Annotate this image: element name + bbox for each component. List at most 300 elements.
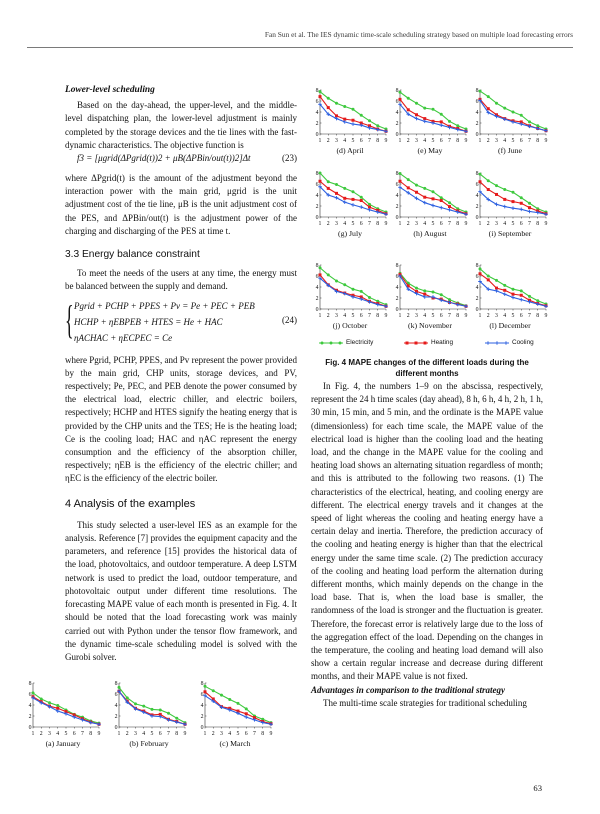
heating-point: [415, 191, 418, 194]
cooling-point: [503, 292, 507, 296]
x-tick-label: 5: [511, 138, 515, 144]
axis-lines: [320, 90, 386, 134]
cooling-point: [351, 122, 355, 126]
panel-label: (k) November: [408, 321, 452, 330]
electricity-point: [237, 702, 240, 705]
electricity-point: [415, 102, 418, 105]
y-tick-label: 8: [395, 88, 399, 94]
right-column: [311, 380, 543, 710]
chart-svg: [471, 262, 549, 322]
panel-label: (b) February: [129, 739, 169, 748]
y-tick-label: 6: [395, 182, 399, 188]
heating-point: [503, 198, 506, 201]
electricity-point: [487, 95, 490, 98]
y-tick-label: 0: [475, 307, 479, 313]
cooling-point: [351, 203, 355, 207]
y-tick-label: 2: [315, 204, 319, 210]
x-tick-label: 8: [376, 313, 380, 319]
x-tick-label: 1: [318, 138, 322, 144]
heating-point: [440, 120, 443, 123]
chart-panel: [311, 87, 389, 147]
y-tick-label: 4: [475, 285, 479, 291]
panel-label: (l) December: [489, 321, 531, 330]
chart-svg: [391, 262, 469, 322]
chart-panel: [311, 170, 389, 230]
electricity-point: [368, 119, 371, 122]
heating-point: [520, 202, 523, 205]
electricity-point: [40, 697, 43, 700]
x-tick-label: 2: [326, 138, 330, 144]
electricity-point: [487, 275, 490, 278]
chart-panel: [311, 262, 389, 322]
electricity-point: [352, 190, 355, 193]
section-heading: 4 Analysis of the examples: [65, 497, 196, 510]
panel-label: (j) October: [332, 321, 368, 330]
x-tick-label: 7: [368, 221, 371, 227]
subsection-title: Advantages in comparison to the traditional strategy: [311, 684, 506, 695]
electricity-point: [399, 91, 402, 94]
x-tick-label: 4: [343, 138, 347, 144]
y-tick-label: 6: [395, 274, 399, 280]
x-tick-label: 2: [326, 313, 330, 319]
heating-point: [479, 180, 482, 183]
figure-legend: [318, 339, 543, 349]
x-tick-label: 2: [406, 313, 410, 319]
x-tick-label: 4: [343, 313, 347, 319]
electricity-point: [368, 296, 371, 299]
x-tick-label: 2: [326, 221, 330, 227]
electricity-point: [528, 295, 531, 298]
y-tick-label: 0: [315, 307, 319, 313]
electricity-point: [327, 180, 330, 183]
chart-panel: [391, 87, 469, 147]
electricity-point: [327, 273, 330, 276]
chart-panel: [471, 170, 549, 230]
x-tick-label: 8: [89, 731, 93, 737]
paragraph: This study selected a user-level IES as an example for the analysis. Reference [7] provides the equipment capacity and the parameters, and reference [15] provides the historical data of the load, photovoltaics, and outdoor temperature. A deep LSTM network is used to predict the load, outdoor temperature, and photovoltaic output under different time resolutions. The forecasting MAPE value of each month is presented in Fig. 4. It should be noted that the load forecasting work was mainly carried out with Python under the tensor flow framework, and the dynamic time-scale scheduling model is solved with the Gurobi solver.: [65, 519, 297, 662]
header-rule: [27, 47, 573, 48]
section-heading: 3.3 Energy balance constraint: [65, 249, 200, 261]
electricity-point: [407, 178, 410, 181]
electricity-point: [440, 113, 443, 116]
x-tick-label: 9: [183, 731, 187, 737]
chart-svg: [311, 87, 389, 147]
paragraph: where Pgrid, PCHP, PPES, and Pv represent the power provided by the main grid, CHP units, storage devices, and PV, respectively; Pe, PEC, and PEB denote the power consumed by the electrical load, electric chiller, and electric boilers, respectively; HCHP and HTES signify the heating energy that is provided by the CHP units and the TES; He is the heating load; Ce is the cooling load; HAC and ηAC represent the energy consumption and the efficiency of the absorption chiller, respectively; ηEB is the efficiency of the electric chiller; and ηEC is the efficiency of the electric boiler.: [65, 354, 297, 484]
electricity-point: [479, 173, 482, 176]
y-tick-label: 2: [395, 296, 399, 302]
x-tick-label: 8: [456, 221, 460, 227]
x-tick-label: 7: [448, 313, 451, 319]
x-tick-label: 8: [456, 138, 460, 144]
heating-point: [343, 197, 346, 200]
electricity-point: [204, 685, 207, 688]
panel-label: (h) August: [413, 229, 447, 238]
x-tick-label: 6: [439, 221, 443, 227]
electricity-point: [142, 705, 145, 708]
heating-point: [352, 119, 355, 122]
electricity-point: [528, 120, 531, 123]
electricity-point: [319, 266, 322, 269]
electricity-point: [339, 342, 342, 345]
x-tick-label: 7: [528, 313, 531, 319]
chart-svg: [110, 680, 188, 740]
electricity-point: [48, 701, 51, 704]
cooling-series-line: [119, 691, 185, 724]
y-tick-label: 2: [315, 121, 319, 127]
axis-lines: [400, 90, 466, 134]
x-tick-label: 6: [519, 313, 523, 319]
electricity-point: [360, 290, 363, 293]
panel-label: (d) April: [336, 146, 364, 155]
electricity-point: [407, 97, 410, 100]
x-tick-label: 9: [544, 138, 548, 144]
heating-point: [327, 106, 330, 109]
electricity-point: [212, 689, 215, 692]
brace-glyph: {: [65, 296, 74, 342]
panel-label: (e) May: [417, 146, 443, 155]
heating-point: [423, 196, 426, 199]
paragraph: Based on the day-ahead, the upper-level, and the middle-level dispatching plan, the lower-level adjustment is mainly completed by the storage devices and the tie lines with the fast-dynamic characteristics. The objective function is: [65, 100, 297, 150]
electricity-point: [479, 267, 482, 270]
panel-label: (i) September: [488, 229, 532, 238]
x-tick-label: 1: [478, 221, 482, 227]
chart-svg: [391, 87, 469, 147]
heating-point: [204, 690, 207, 693]
electricity-point: [360, 196, 363, 199]
electricity-point: [487, 179, 490, 182]
cooling-point: [511, 206, 515, 210]
y-tick-label: 2: [475, 296, 479, 302]
x-tick-label: 1: [318, 313, 322, 319]
x-tick-label: 4: [423, 221, 427, 227]
y-tick-label: 2: [395, 121, 399, 127]
equation-line: HCHP + ηEBPEB + HTES = He + HAC: [74, 316, 223, 327]
electricity-point: [503, 107, 506, 110]
y-tick-label: 2: [200, 714, 204, 720]
electricity-point: [126, 696, 129, 699]
electricity-point: [456, 124, 459, 127]
equation-number: (23): [282, 153, 297, 164]
electricity-point: [321, 342, 324, 345]
running-header: Fan Sun et al. The IES dynamic time-scale scheduling strategy based on multiple load forecasting errors: [264, 30, 573, 39]
x-tick-label: 5: [351, 313, 355, 319]
x-tick-label: 8: [536, 313, 540, 319]
electricity-point: [352, 288, 355, 291]
heating-series-line: [480, 99, 546, 130]
electricity-point: [423, 187, 426, 190]
electricity-series-line: [33, 693, 99, 723]
y-tick-label: 2: [114, 714, 118, 720]
x-tick-label: 3: [220, 731, 223, 737]
x-tick-label: 8: [536, 138, 540, 144]
y-tick-label: 4: [200, 703, 204, 709]
electricity-point: [360, 114, 363, 117]
electricity-point: [376, 124, 379, 127]
electricity-point: [479, 90, 482, 93]
electricity-point: [512, 191, 515, 194]
x-tick-label: 7: [368, 138, 371, 144]
y-tick-label: 2: [475, 204, 479, 210]
heating-point: [495, 193, 498, 196]
cooling-series-line: [480, 100, 546, 130]
x-tick-label: 9: [384, 313, 388, 319]
y-tick-label: 6: [315, 182, 319, 188]
x-tick-label: 4: [423, 138, 427, 144]
y-tick-label: 4: [315, 285, 319, 291]
y-tick-label: 6: [315, 274, 319, 280]
y-tick-label: 6: [395, 99, 399, 105]
electricity-point: [520, 114, 523, 117]
heating-point: [407, 108, 410, 111]
electricity-point: [220, 694, 223, 697]
y-tick-label: 6: [200, 692, 204, 698]
chart-svg: [471, 170, 549, 230]
equation-line: Pgrid + PCHP + PPES + Pv = Pe + PEC + PEB: [74, 300, 255, 311]
y-tick-label: 6: [28, 692, 32, 698]
electricity-point: [134, 702, 137, 705]
chart-panel: [391, 262, 469, 322]
electricity-point: [495, 102, 498, 105]
x-tick-label: 9: [544, 313, 548, 319]
y-tick-label: 2: [315, 296, 319, 302]
electricity-point: [440, 293, 443, 296]
y-tick-label: 4: [315, 110, 319, 116]
x-tick-label: 5: [431, 221, 435, 227]
electricity-point: [448, 120, 451, 123]
y-tick-label: 0: [475, 132, 479, 138]
heating-point: [512, 293, 515, 296]
electricity-point: [118, 686, 121, 689]
heating-point: [335, 192, 338, 195]
chart-svg: [311, 262, 389, 322]
equation-line: ηACHAC + ηECPEC = Ce: [74, 332, 173, 343]
x-tick-label: 6: [519, 138, 523, 144]
x-tick-label: 3: [134, 731, 137, 737]
cooling-point: [431, 204, 435, 208]
x-tick-label: 4: [503, 221, 507, 227]
electricity-point: [503, 188, 506, 191]
equation-24: [65, 298, 297, 348]
figure-caption: Fig. 4 MAPE changes of the different loads during the different months: [325, 358, 529, 378]
chart-panel: [196, 680, 274, 740]
heating-point: [415, 342, 418, 345]
heating-point: [512, 200, 515, 203]
y-tick-label: 2: [475, 121, 479, 127]
y-tick-label: 8: [475, 88, 479, 94]
y-tick-label: 0: [395, 307, 399, 313]
electricity-point: [343, 187, 346, 190]
heating-point: [448, 205, 451, 208]
electricity-point: [520, 289, 523, 292]
x-tick-label: 9: [384, 138, 388, 144]
x-tick-label: 8: [175, 731, 179, 737]
x-tick-label: 6: [359, 221, 363, 227]
heating-point: [245, 712, 248, 715]
chart-svg: [196, 680, 274, 740]
x-tick-label: 2: [486, 313, 490, 319]
paragraph: where ΔPgrid(t) is the amount of the adjustment beyond the interaction power with the main grid, μgrid is the unit adjustment cost of the tie line, μB is the unit adjustment cost of the PES, and ΔPBin/out(t) is the adjustment power of the charging and discharging of the PES at time t.: [65, 173, 297, 236]
x-tick-label: 3: [415, 313, 418, 319]
x-tick-label: 1: [398, 221, 402, 227]
x-tick-label: 6: [244, 731, 248, 737]
x-tick-label: 3: [335, 221, 338, 227]
heating-point: [399, 98, 402, 101]
y-tick-label: 6: [475, 182, 479, 188]
electricity-point: [495, 279, 498, 282]
legend-swatch-cooling: [484, 339, 510, 347]
electricity-point: [319, 172, 322, 175]
x-tick-label: 4: [423, 313, 427, 319]
paragraph: In Fig. 4, the numbers 1–9 on the abscissa, respectively, represent the 24 h time scales (day ahead), 8 h, 6 h, 4 h, 2 h, 1 h, 30 min, 15 min, and 5 min, and the ordinate is the MAPE value (dimensionless) for each time scale, the MAPE value of the electrical load is higher than the cooling load and the heating load, and the change in the MAPE value for the cooling and heating load shows an alternating situation regardless of month; and this is attributed to the following two reasons. (1) The characteristics of the electrical, heating, and cooling energy are different. The electrical energy travels and it changes at the speed of light whereas the cooling and heating energy have a certain delay and inertia. Therefore, the prediction accuracy of the cooling and heating energy is higher than that the electrical energy under the same time scale. (2) The prediction accuracy of the cooling and heating load perform the alternation during different months, which mainly depends on the change in the load base. That is, when the load base is smaller, the randomness of the load is stronger and the fluctuation is greater. Therefore, the forecast error is relatively large due to the loss of the aggregation effect of the load. Depending on the changes in the temperature, the cooling and heating load demand will also show a certain regular increase and decrease during different months, and their MAPE value is not fixed.: [311, 381, 543, 682]
x-tick-label: 3: [48, 731, 51, 737]
x-tick-label: 4: [343, 221, 347, 227]
x-tick-label: 6: [359, 313, 363, 319]
x-tick-label: 9: [384, 221, 388, 227]
chart-panel: [471, 262, 549, 322]
heating-point: [487, 107, 490, 110]
x-tick-label: 2: [125, 731, 129, 737]
equation-23: [65, 152, 297, 172]
cooling-point: [495, 341, 499, 345]
panel-label: (g) July: [337, 229, 363, 238]
heating-point: [479, 272, 482, 275]
x-tick-label: 4: [503, 313, 507, 319]
x-tick-label: 2: [406, 138, 410, 144]
y-tick-label: 4: [395, 285, 399, 291]
y-tick-label: 0: [315, 215, 319, 221]
y-tick-label: 2: [395, 204, 399, 210]
x-tick-label: 9: [97, 731, 101, 737]
y-tick-label: 2: [28, 714, 32, 720]
heating-point: [487, 278, 490, 281]
electricity-point: [343, 283, 346, 286]
x-tick-label: 5: [351, 138, 355, 144]
y-tick-label: 8: [475, 171, 479, 177]
y-tick-label: 0: [395, 215, 399, 221]
electricity-point: [448, 201, 451, 204]
heating-point: [319, 180, 322, 183]
electricity-point: [495, 184, 498, 187]
electricity-point: [32, 691, 35, 694]
x-tick-label: 4: [56, 731, 60, 737]
x-tick-label: 7: [167, 731, 170, 737]
electricity-point: [151, 708, 154, 711]
page-number: 63: [533, 783, 542, 793]
electricity-point: [159, 708, 162, 711]
electricity-point: [335, 279, 338, 282]
heating-point: [406, 342, 409, 345]
x-tick-label: 2: [486, 138, 490, 144]
electricity-point: [520, 196, 523, 199]
electricity-point: [167, 712, 170, 715]
paragraph: To meet the needs of the users at any time, the energy must be balanced between the supply and demand.: [65, 268, 297, 292]
cooling-point: [503, 205, 507, 209]
x-tick-label: 1: [478, 138, 482, 144]
chart-panel: [110, 680, 188, 740]
electricity-point: [327, 97, 330, 100]
legend-label: Cooling: [512, 339, 534, 346]
y-tick-label: 4: [315, 193, 319, 199]
legend-label: Heating: [431, 339, 454, 346]
heating-point: [319, 273, 322, 276]
chart-panel: [24, 680, 102, 740]
x-tick-label: 5: [431, 138, 435, 144]
heating-point: [319, 95, 322, 98]
electricity-point: [423, 289, 426, 292]
cooling-point: [504, 341, 508, 345]
heating-series-line: [320, 181, 386, 213]
heating-point: [424, 342, 427, 345]
left-column: [65, 84, 297, 664]
y-tick-label: 8: [200, 681, 204, 687]
y-tick-label: 0: [315, 132, 319, 138]
y-tick-label: 4: [114, 703, 118, 709]
panel-label: (a) January: [45, 739, 81, 748]
electricity-point: [335, 183, 338, 186]
y-tick-label: 4: [475, 193, 479, 199]
x-tick-label: 6: [519, 221, 523, 227]
y-tick-label: 8: [395, 263, 399, 269]
x-tick-label: 3: [415, 221, 418, 227]
x-tick-label: 4: [228, 731, 232, 737]
x-tick-label: 1: [478, 313, 482, 319]
x-tick-label: 9: [544, 221, 548, 227]
electricity-point: [512, 111, 515, 114]
y-tick-label: 8: [475, 263, 479, 269]
x-tick-label: 3: [495, 138, 498, 144]
heating-point: [399, 180, 402, 183]
y-tick-label: 0: [28, 725, 32, 731]
cooling-series-line: [320, 278, 386, 306]
x-tick-label: 7: [253, 731, 256, 737]
heating-point: [440, 199, 443, 202]
electricity-point: [245, 707, 248, 710]
y-tick-label: 8: [114, 681, 118, 687]
x-tick-label: 5: [511, 221, 515, 227]
cooling-point: [359, 205, 363, 209]
electricity-point: [536, 299, 539, 302]
x-tick-label: 4: [142, 731, 146, 737]
electricity-point: [415, 184, 418, 187]
chart-svg: [471, 87, 549, 147]
x-tick-label: 8: [536, 221, 540, 227]
cooling-point: [448, 208, 452, 212]
x-tick-label: 4: [503, 138, 507, 144]
equation-text: f3 = [μgrid(ΔPgrid(t))2 + μB(ΔPBin/out(t))2]Δt: [77, 153, 251, 164]
y-tick-label: 0: [475, 215, 479, 221]
y-tick-label: 8: [315, 88, 319, 94]
x-tick-label: 9: [464, 138, 468, 144]
heating-point: [352, 198, 355, 201]
y-tick-label: 8: [395, 171, 399, 177]
x-tick-label: 7: [528, 221, 531, 227]
heating-point: [432, 197, 435, 200]
heating-point: [360, 199, 363, 202]
subsection-title: Lower-level scheduling: [65, 85, 155, 95]
y-tick-label: 0: [114, 725, 118, 731]
x-tick-label: 7: [368, 313, 371, 319]
x-tick-label: 6: [72, 731, 76, 737]
x-tick-label: 2: [211, 731, 215, 737]
electricity-point: [228, 698, 231, 701]
chart-svg: [391, 170, 469, 230]
paragraph: The multi-time scale strategies for traditional scheduling: [323, 697, 527, 708]
y-tick-label: 6: [475, 99, 479, 105]
x-tick-label: 1: [31, 731, 35, 737]
electricity-point: [352, 108, 355, 111]
x-tick-label: 3: [415, 138, 418, 144]
x-tick-label: 6: [439, 138, 443, 144]
